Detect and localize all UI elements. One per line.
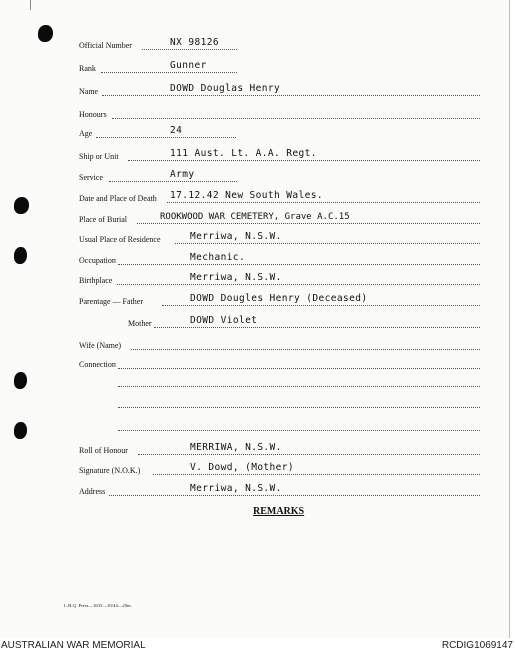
- dotted-line: [118, 368, 480, 369]
- dotted-line: [109, 181, 237, 182]
- dotted-line: [128, 160, 480, 161]
- dotted-line: [112, 118, 480, 119]
- row-residence: [0, 231, 509, 247]
- name-label: Name: [79, 87, 99, 96]
- official-number-label: Official Number: [79, 41, 132, 50]
- row-rank: [0, 60, 509, 76]
- age-value: 24: [170, 125, 183, 136]
- residence-label: Usual Place of Residence: [79, 235, 161, 244]
- punch-hole: [14, 372, 27, 389]
- connection-label: Connection: [79, 360, 116, 369]
- ship-or-unit-label: Ship or Unit: [79, 152, 119, 161]
- address-label: Address: [79, 487, 106, 496]
- row-burial: [0, 211, 509, 227]
- rank-value: Gunner: [170, 60, 207, 71]
- row-birthplace: [0, 272, 509, 288]
- dotted-line: [175, 243, 480, 244]
- dotted-line: [131, 349, 480, 350]
- signature-value: V. Dowd, (Mother): [190, 462, 295, 473]
- age-label: Age: [79, 129, 93, 138]
- row-father: [0, 293, 509, 309]
- dotted-line: [137, 223, 480, 224]
- dotted-line: [138, 454, 480, 455]
- row-official-number: [0, 37, 509, 53]
- birthplace-value: Merriwa, N.S.W.: [190, 272, 282, 283]
- row-signature: [0, 462, 509, 478]
- dotted-line: [109, 495, 480, 496]
- connection-extra-line: [118, 430, 480, 431]
- dotted-line: [96, 137, 236, 138]
- occupation-value: Mechanic.: [190, 252, 246, 263]
- mother-value: DOWD Violet: [190, 315, 258, 326]
- connection-extra-line: [118, 386, 480, 387]
- dotted-line: [117, 284, 480, 285]
- service-label: Service: [79, 173, 103, 182]
- archive-footer: [0, 638, 515, 654]
- death-value: 17.12.42 New South Wales.: [170, 190, 323, 201]
- dotted-line: [101, 72, 237, 73]
- row-service: [0, 169, 509, 185]
- dotted-line: [102, 95, 480, 96]
- row-wife: [0, 337, 509, 353]
- dotted-line: [153, 474, 480, 475]
- honours-label: Honours: [79, 110, 107, 119]
- row-address: [0, 483, 509, 499]
- rank-label: Rank: [79, 64, 96, 73]
- row-honours: [0, 106, 509, 122]
- ship-or-unit-value: 111 Aust. Lt. A.A. Regt.: [170, 148, 317, 159]
- signature-label: Signature (N.O.K.): [79, 466, 141, 475]
- dotted-line: [118, 264, 480, 265]
- connection-extra-line: [118, 407, 480, 408]
- dotted-line: [167, 202, 480, 203]
- row-mother: [0, 315, 509, 331]
- roll-of-honour-label: Roll of Honour: [79, 446, 128, 455]
- row-death: [0, 190, 509, 206]
- remarks-heading: REMARKS: [253, 506, 305, 517]
- residence-value: Merriwa, N.S.W.: [190, 231, 282, 242]
- burial-value: ROOKWOOD WAR CEMETERY, Grave A.C.15: [160, 212, 350, 222]
- address-value: Merriwa, N.S.W.: [190, 483, 282, 494]
- scan-mark: [30, 0, 31, 10]
- printer-note: L.H.Q. Press—1635—10/44—20m.: [64, 603, 132, 608]
- dotted-line: [154, 327, 480, 328]
- mother-label: Mother: [128, 319, 152, 328]
- name-value: DOWD Douglas Henry: [170, 83, 281, 94]
- dotted-line: [142, 49, 237, 50]
- row-connection: [0, 356, 509, 372]
- burial-label: Place of Burial: [79, 215, 127, 224]
- wife-label: Wife (Name): [79, 341, 122, 350]
- row-occupation: [0, 252, 509, 268]
- row-name: [0, 83, 509, 99]
- row-roll-of-honour: [0, 442, 509, 458]
- dotted-line: [162, 305, 480, 306]
- service-value: Army: [170, 169, 195, 180]
- father-label: Parentage — Father: [79, 297, 143, 306]
- father-value: DOWD Dougles Henry (Deceased): [190, 293, 368, 304]
- footer-record-id: RCDIG1069147: [441, 640, 513, 651]
- row-ship-or-unit: [0, 148, 509, 164]
- footer-institution: AUSTRALIAN WAR MEMORIAL: [1, 640, 146, 651]
- occupation-label: Occupation: [79, 256, 116, 265]
- row-age: [0, 125, 509, 141]
- death-label: Date and Place of Death: [79, 194, 157, 203]
- roll-of-honour-value: MERRIWA, N.S.W.: [190, 442, 282, 453]
- punch-hole: [14, 422, 27, 439]
- birthplace-label: Birthplace: [79, 276, 113, 285]
- official-number-value: NX 98126: [170, 37, 219, 48]
